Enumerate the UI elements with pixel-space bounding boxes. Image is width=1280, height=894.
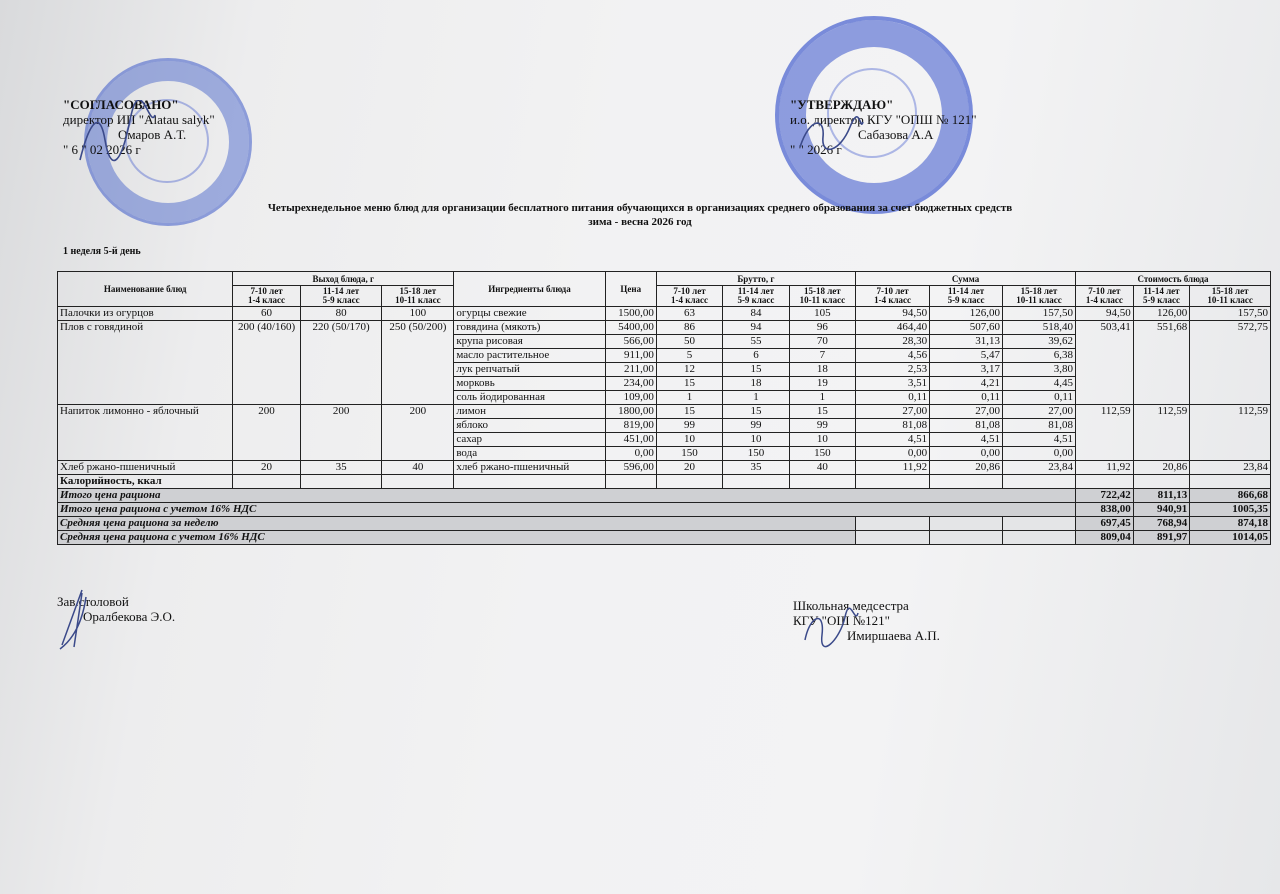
approval-left-name: Омаров А.Т. (118, 127, 187, 142)
ingredient-sum: 23,84 (1003, 461, 1076, 475)
ingredient-name: говядина (мякоть) (454, 321, 605, 335)
header-cost: Стоимость блюда (1075, 272, 1270, 286)
ingredient-gross: 20 (656, 461, 722, 475)
canteen-signature (52, 585, 92, 655)
ingredient-sum: 0,00 (1003, 447, 1076, 461)
ingredient-price: 911,00 (605, 349, 656, 363)
ingredient-sum: 4,21 (930, 377, 1003, 391)
empty-cell (656, 475, 722, 489)
ingredient-gross: 6 (723, 349, 789, 363)
dish-yield: 80 (300, 307, 382, 321)
ingredient-gross: 18 (723, 377, 789, 391)
ingredient-price: 109,00 (605, 391, 656, 405)
ingredient-price: 234,00 (605, 377, 656, 391)
ingredient-gross: 10 (656, 433, 722, 447)
total-row (58, 503, 1271, 517)
ingredient-name: яблоко (454, 419, 605, 433)
ingredient-name: крупа рисовая (454, 335, 605, 349)
ingredient-gross: 84 (723, 307, 789, 321)
ingredient-sum: 11,92 (856, 461, 930, 475)
dish-cost: 503,41 (1075, 321, 1133, 405)
ingredient-sum: 126,00 (930, 307, 1003, 321)
right-approval-signature (795, 112, 865, 162)
dish-yield: 250 (50/200) (382, 321, 454, 405)
empty-cell (1003, 517, 1076, 531)
ingredient-sum: 27,00 (1003, 405, 1076, 419)
calories-label: Калорийность, ккал (58, 475, 233, 489)
ingredient-price: 566,00 (605, 335, 656, 349)
ingredient-sum: 0,11 (1003, 391, 1076, 405)
dish-cost: 112,59 (1075, 405, 1133, 461)
ingredient-sum: 0,00 (930, 447, 1003, 461)
ingredient-sum: 20,86 (930, 461, 1003, 475)
header-age-group: 15-18 лет 10-11 класс (1003, 286, 1076, 307)
total-label: Итого цена рациона с учетом 16% НДС (58, 503, 1076, 517)
header-age-group: 7-10 лет 1-4 класс (656, 286, 722, 307)
total-value: 768,94 (1133, 517, 1190, 531)
ingredient-sum: 39,62 (1003, 335, 1076, 349)
week-day-label: 1 неделя 5-й день (63, 246, 141, 257)
ingredient-gross: 86 (656, 321, 722, 335)
ingredient-price: 5400,00 (605, 321, 656, 335)
empty-cell (856, 475, 930, 489)
ingredient-gross: 99 (656, 419, 722, 433)
ingredient-name: вода (454, 447, 605, 461)
ingredient-sum: 28,30 (856, 335, 930, 349)
header-age-group: 15-18 лет 10-11 класс (789, 286, 855, 307)
ingredient-gross: 150 (723, 447, 789, 461)
ingredient-gross: 50 (656, 335, 722, 349)
table-row (58, 461, 1271, 475)
dish-name: Палочки из огурцов (58, 307, 233, 321)
table-row (58, 405, 1271, 419)
dish-cost: 157,50 (1190, 307, 1271, 321)
ingredient-gross: 150 (789, 447, 855, 461)
dish-cost: 11,92 (1075, 461, 1133, 475)
ingredient-sum: 0,11 (930, 391, 1003, 405)
ingredient-sum: 4,45 (1003, 377, 1076, 391)
header-gross: Брутто, г (656, 272, 855, 286)
total-value: 866,68 (1190, 489, 1271, 503)
empty-cell (1075, 475, 1133, 489)
ingredient-sum: 4,51 (930, 433, 1003, 447)
header-age-group: 11-14 лет 5-9 класс (930, 286, 1003, 307)
ingredient-gross: 15 (723, 363, 789, 377)
header-dish: Наименование блюд (58, 272, 233, 307)
ingredient-price: 1800,00 (605, 405, 656, 419)
header-yield: Выход блюда, г (233, 272, 454, 286)
total-row (58, 517, 1271, 531)
ingredient-sum: 6,38 (1003, 349, 1076, 363)
dish-yield: 60 (233, 307, 301, 321)
dish-cost: 126,00 (1133, 307, 1190, 321)
ingredient-sum: 518,40 (1003, 321, 1076, 335)
ingredient-gross: 40 (789, 461, 855, 475)
dish-yield: 220 (50/170) (300, 321, 382, 405)
ingredient-gross: 15 (789, 405, 855, 419)
empty-cell (1003, 475, 1076, 489)
ingredient-gross: 19 (789, 377, 855, 391)
header-age-row (58, 286, 1271, 307)
empty-cell (1133, 475, 1190, 489)
approval-right-date: " " 2026 г (790, 142, 842, 157)
ingredient-name: соль йодированная (454, 391, 605, 405)
empty-cell (930, 517, 1003, 531)
dish-yield: 20 (233, 461, 301, 475)
calories-row (58, 475, 1271, 489)
ingredient-name: сахар (454, 433, 605, 447)
total-row (58, 489, 1271, 503)
menu-table (57, 271, 1271, 545)
ingredient-sum: 4,51 (1003, 433, 1076, 447)
ingredient-name: огурцы свежие (454, 307, 605, 321)
ingredient-gross: 10 (723, 433, 789, 447)
nurse-org: КГУ "ОШ №121" (793, 613, 890, 628)
header-ingredients: Ингредиенты блюда (454, 272, 605, 307)
ingredient-gross: 105 (789, 307, 855, 321)
dish-cost: 94,50 (1075, 307, 1133, 321)
ingredient-sum: 81,08 (930, 419, 1003, 433)
ingredient-gross: 99 (789, 419, 855, 433)
header-sum: Сумма (856, 272, 1076, 286)
ingredient-name: лук репчатый (454, 363, 605, 377)
ingredient-gross: 18 (789, 363, 855, 377)
ingredient-sum: 464,40 (856, 321, 930, 335)
approval-left-title: "СОГЛАСОВАНО" (63, 97, 179, 112)
ingredient-price: 451,00 (605, 433, 656, 447)
approval-right-title: "УТВЕРЖДАЮ" (790, 97, 894, 112)
ingredient-sum: 4,51 (856, 433, 930, 447)
dish-yield: 200 (382, 405, 454, 461)
dish-cost: 551,68 (1133, 321, 1190, 405)
ingredient-sum: 2,53 (856, 363, 930, 377)
ingredient-price: 596,00 (605, 461, 656, 475)
dish-name: Хлеб ржано-пшеничный (58, 461, 233, 475)
dish-cost: 112,59 (1133, 405, 1190, 461)
ingredient-gross: 70 (789, 335, 855, 349)
table-row (58, 307, 1271, 321)
dish-cost: 572,75 (1190, 321, 1271, 405)
empty-cell (233, 475, 301, 489)
ingredient-name: лимон (454, 405, 605, 419)
header-age-group: 7-10 лет 1-4 класс (1075, 286, 1133, 307)
ingredient-gross: 15 (656, 405, 722, 419)
header-price: Цена (605, 272, 656, 307)
dish-yield: 200 (40/160) (233, 321, 301, 405)
ingredient-name: хлеб ржано-пшеничный (454, 461, 605, 475)
canteen-position: Зав.столовой (57, 594, 129, 609)
total-value: 722,42 (1075, 489, 1133, 503)
dish-name: Напиток лимонно - яблочный (58, 405, 233, 461)
ingredient-gross: 5 (656, 349, 722, 363)
dish-yield: 40 (382, 461, 454, 475)
total-value: 940,91 (1133, 503, 1190, 517)
left-approval-signature (70, 100, 160, 170)
total-value: 1005,35 (1190, 503, 1271, 517)
approval-left-date: " 6 " 02 2026 г (63, 142, 141, 157)
header-age-group: 15-18 лет 10-11 класс (382, 286, 454, 307)
ingredient-sum: 31,13 (930, 335, 1003, 349)
ingredient-sum: 27,00 (856, 405, 930, 419)
ingredient-gross: 63 (656, 307, 722, 321)
total-value: 809,04 (1075, 531, 1133, 545)
header-age-group: 7-10 лет 1-4 класс (856, 286, 930, 307)
nurse-position: Школьная медсестра (793, 598, 909, 613)
total-row (58, 531, 1271, 545)
dish-yield: 200 (300, 405, 382, 461)
dish-yield: 200 (233, 405, 301, 461)
empty-cell (300, 475, 382, 489)
total-label: Итого цена рациона (58, 489, 1076, 503)
total-value: 838,00 (1075, 503, 1133, 517)
ingredient-gross: 35 (723, 461, 789, 475)
ingredient-sum: 3,17 (930, 363, 1003, 377)
header-row (58, 272, 1271, 286)
ingredient-sum: 3,80 (1003, 363, 1076, 377)
ingredient-sum: 81,08 (856, 419, 930, 433)
document-title-line1: Четырехнедельное меню блюд для организации бесплатного питания обучающихся в организациях среднего образования за счет бюджетных средств (267, 202, 1013, 214)
header-age-group: 11-14 лет 5-9 класс (300, 286, 382, 307)
nurse-name: Имиршаева А.П. (847, 628, 940, 643)
document-title-line2: зима - весна 2026 год (588, 216, 692, 228)
canteen-name: Оралбекова Э.О. (83, 609, 176, 624)
empty-cell (1190, 475, 1271, 489)
total-value: 874,18 (1190, 517, 1271, 531)
ingredient-name: морковь (454, 377, 605, 391)
empty-cell (930, 475, 1003, 489)
approval-right-position: и.о. директор КГУ "ОПШ № 121" (790, 112, 977, 127)
ingredient-sum: 0,00 (856, 447, 930, 461)
dish-cost: 23,84 (1190, 461, 1271, 475)
ingredient-gross: 96 (789, 321, 855, 335)
ingredient-price: 211,00 (605, 363, 656, 377)
ingredient-gross: 1 (789, 391, 855, 405)
empty-cell (856, 517, 930, 531)
ingredient-sum: 4,56 (856, 349, 930, 363)
header-age-group: 11-14 лет 5-9 класс (1133, 286, 1190, 307)
ingredient-gross: 1 (723, 391, 789, 405)
empty-cell (605, 475, 656, 489)
empty-cell (454, 475, 605, 489)
ingredient-sum: 94,50 (856, 307, 930, 321)
total-value: 891,97 (1133, 531, 1190, 545)
ingredient-gross: 99 (723, 419, 789, 433)
dish-name: Плов с говядиной (58, 321, 233, 405)
empty-cell (856, 531, 930, 545)
ingredient-sum: 157,50 (1003, 307, 1076, 321)
total-value: 1014,05 (1190, 531, 1271, 545)
total-label: Средняя цена рациона за неделю (58, 517, 856, 531)
ingredient-gross: 12 (656, 363, 722, 377)
header-age-group: 15-18 лет 10-11 класс (1190, 286, 1271, 307)
ingredient-gross: 15 (656, 377, 722, 391)
empty-cell (1003, 531, 1076, 545)
ingredient-gross: 150 (656, 447, 722, 461)
ingredient-sum: 3,51 (856, 377, 930, 391)
ingredient-gross: 7 (789, 349, 855, 363)
empty-cell (382, 475, 454, 489)
ingredient-price: 819,00 (605, 419, 656, 433)
empty-cell (789, 475, 855, 489)
dish-cost: 20,86 (1133, 461, 1190, 475)
approval-right-name: Сабазова А.А (858, 127, 934, 142)
ingredient-name: масло растительное (454, 349, 605, 363)
ingredient-sum: 27,00 (930, 405, 1003, 419)
header-age-group: 7-10 лет 1-4 класс (233, 286, 301, 307)
approval-left-position: директор ИП "Alatau salyk" (63, 112, 215, 127)
ingredient-gross: 55 (723, 335, 789, 349)
ingredient-gross: 15 (723, 405, 789, 419)
ingredient-price: 0,00 (605, 447, 656, 461)
ingredient-gross: 94 (723, 321, 789, 335)
dish-yield: 35 (300, 461, 382, 475)
dish-cost: 112,59 (1190, 405, 1271, 461)
empty-cell (930, 531, 1003, 545)
header-age-group: 11-14 лет 5-9 класс (723, 286, 789, 307)
table-row (58, 321, 1271, 335)
ingredient-sum: 81,08 (1003, 419, 1076, 433)
empty-cell (723, 475, 789, 489)
dish-yield: 100 (382, 307, 454, 321)
ingredient-gross: 1 (656, 391, 722, 405)
nurse-signature (800, 605, 860, 650)
ingredient-sum: 0,11 (856, 391, 930, 405)
ingredient-sum: 507,60 (930, 321, 1003, 335)
total-label: Средняя цена рациона с учетом 16% НДС (58, 531, 856, 545)
total-value: 697,45 (1075, 517, 1133, 531)
total-value: 811,13 (1133, 489, 1190, 503)
ingredient-gross: 10 (789, 433, 855, 447)
ingredient-price: 1500,00 (605, 307, 656, 321)
ingredient-sum: 5,47 (930, 349, 1003, 363)
